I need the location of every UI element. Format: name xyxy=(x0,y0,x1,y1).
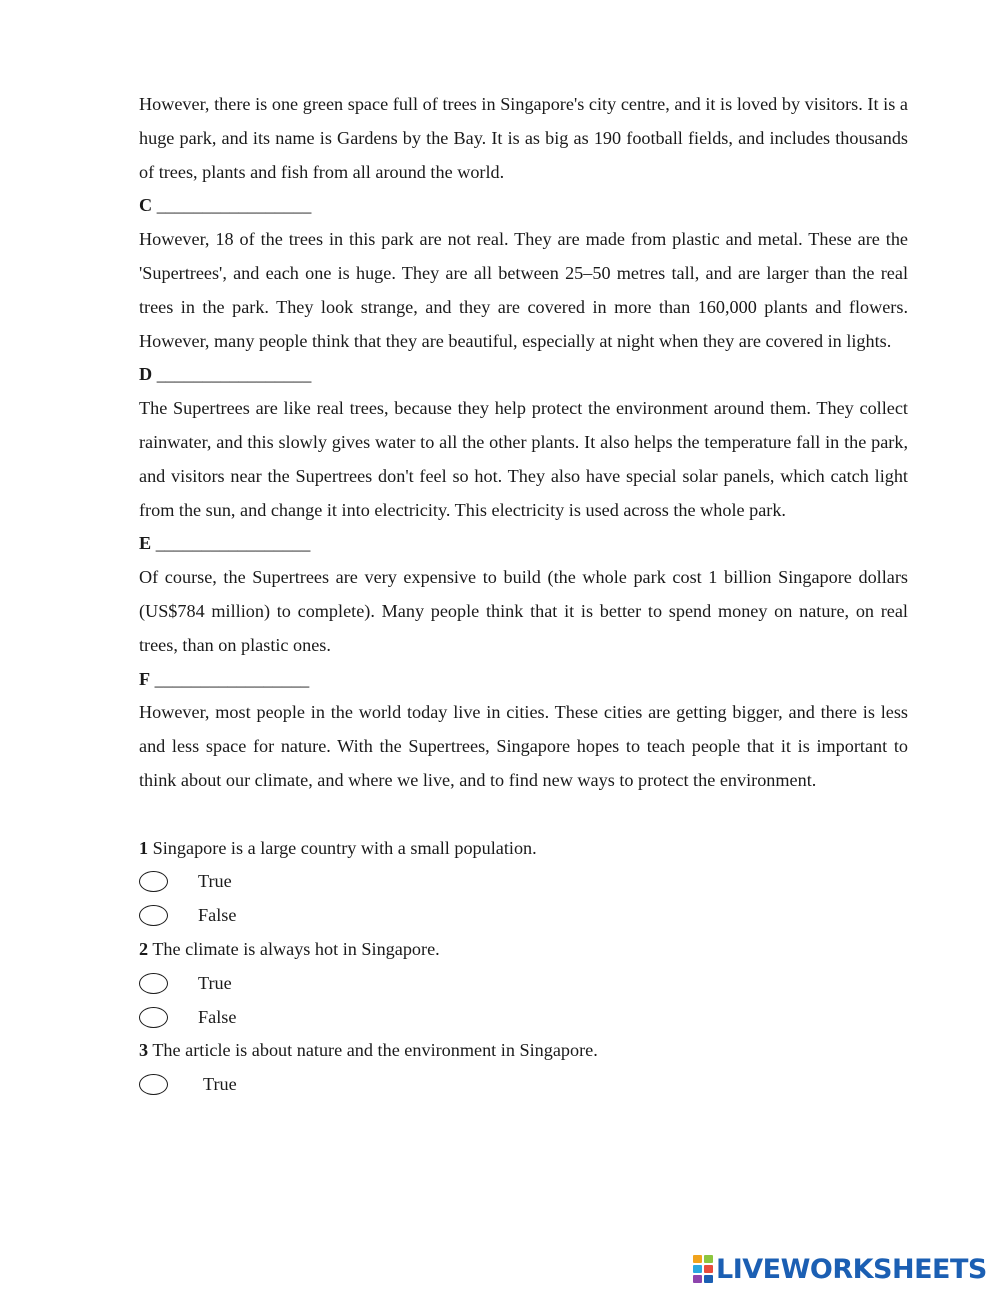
section-letter-e: E xyxy=(139,533,152,554)
answer-blank-e[interactable]: _________________ xyxy=(155,533,311,554)
section-letter-d: D xyxy=(139,364,153,385)
question-number: 1 xyxy=(139,837,149,858)
spacer xyxy=(139,798,908,832)
option-q2-false[interactable] xyxy=(139,1001,908,1035)
section-heading-d xyxy=(139,358,908,392)
worksheet-page xyxy=(139,88,908,1102)
section-letter-c: C xyxy=(139,195,153,216)
option-label: True xyxy=(198,972,232,993)
radio-circle-icon[interactable] xyxy=(139,1007,168,1028)
liveworksheets-logo-icon xyxy=(693,1255,713,1283)
paragraph-c: However, 18 of the trees in this park are not real. They are made from plastic and metal. These are the 'Supertrees', and each one is huge. They are all between 25–50 metres tall, and are larger than the real trees in the park. They look strange, and they are covered in more than 160,000 plants and flowers. However, many people think that they are beautiful, especially at night when they are covered in lights. xyxy=(139,229,908,351)
answer-blank-c[interactable]: _________________ xyxy=(156,195,312,216)
question-1 xyxy=(139,832,908,866)
option-label: False xyxy=(198,1006,237,1027)
question-2 xyxy=(139,933,908,967)
question-number: 2 xyxy=(139,938,149,959)
option-label: True xyxy=(203,1074,237,1095)
question-text: Singapore is a large country with a small population. xyxy=(152,837,537,858)
radio-circle-icon[interactable] xyxy=(139,905,168,926)
paragraph-e: Of course, the Supertrees are very expensive to build (the whole park cost 1 billion Singapore dollars (US$784 million) to complete). Many people think that it is better to spend money on nature, on real trees, than on plastic ones. xyxy=(139,567,908,655)
section-heading-e xyxy=(139,527,908,561)
answer-blank-f[interactable]: _________________ xyxy=(154,668,310,689)
question-3 xyxy=(139,1034,908,1068)
option-q3-true[interactable] xyxy=(139,1068,908,1102)
option-q1-false[interactable] xyxy=(139,899,908,933)
option-label: False xyxy=(198,905,237,926)
paragraph-f: However, most people in the world today live in cities. These cities are getting bigger, and there is less and less space for nature. With the Supertrees, Singapore hopes to teach people that it is important to think about our climate, and where we live, and to find new ways to protect the environment. xyxy=(139,702,908,790)
liveworksheets-brand[interactable] xyxy=(693,1253,987,1285)
section-letter-f: F xyxy=(139,668,151,689)
paragraph-d: The Supertrees are like real trees, because they help protect the environment around them. They collect rainwater, and this slowly gives water to all the other plants. It also helps the temperature fall in the park, and visitors near the Supertrees don't feel so hot. They also have special solar panels, which catch light from the sun, and change it into electricity. This electricity is used across the whole park. xyxy=(139,398,908,520)
option-label: True xyxy=(198,871,232,892)
answer-blank-d[interactable]: _________________ xyxy=(156,364,312,385)
radio-circle-icon[interactable] xyxy=(139,871,168,892)
option-q2-true[interactable] xyxy=(139,967,908,1001)
paragraph-intro: However, there is one green space full of trees in Singapore's city centre, and it is loved by visitors. It is a huge park, and its name is Gardens by the Bay. It is as big as 190 football fields, and includes thousands of trees, plants and fish from all around the world. xyxy=(139,94,908,182)
section-heading-c xyxy=(139,189,908,223)
brand-name: LIVEWORKSHEETS xyxy=(716,1253,987,1285)
radio-circle-icon[interactable] xyxy=(139,973,168,994)
option-q1-true[interactable] xyxy=(139,865,908,899)
question-number: 3 xyxy=(139,1040,149,1061)
question-text: The climate is always hot in Singapore. xyxy=(152,938,440,959)
section-heading-f xyxy=(139,663,908,697)
radio-circle-icon[interactable] xyxy=(139,1074,168,1095)
question-text: The article is about nature and the environment in Singapore. xyxy=(152,1040,598,1061)
